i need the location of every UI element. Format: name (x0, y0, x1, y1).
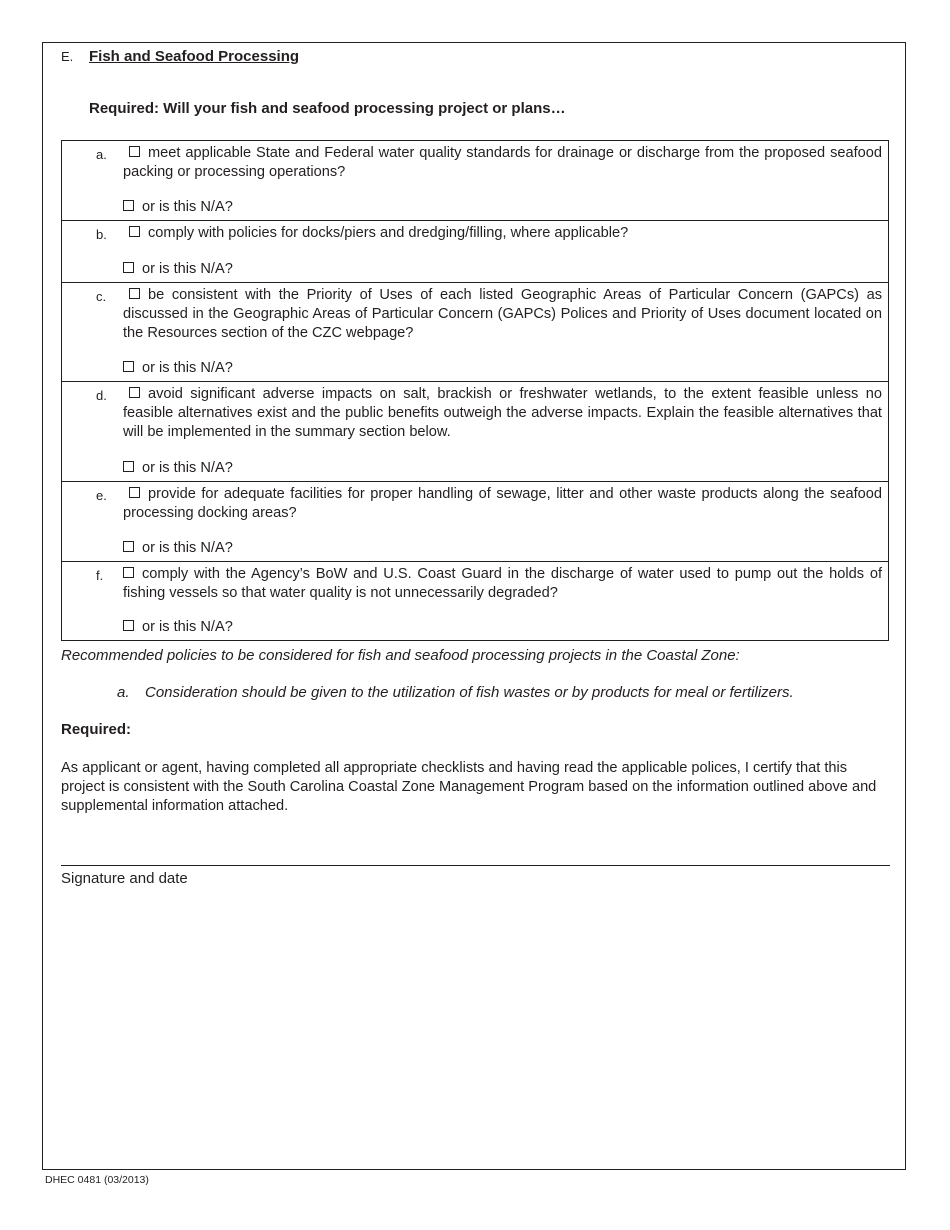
signature-label: Signature and date (61, 870, 188, 887)
checklist-row-a (62, 141, 888, 220)
na-label: or is this N/A? (142, 619, 233, 635)
item-text: be consistent with the Priority of Uses of each listed Geographic Areas of Particular Concern (GAPCs) as discussed in the Geographic Areas of Particular Concern (GAPCs) Polices and Priority of Uses document located on the Resources section of the CZC webpage? (123, 287, 882, 341)
checkbox-item-d[interactable] (129, 387, 140, 398)
checkbox-item-a[interactable] (129, 146, 140, 157)
na-label: or is this N/A? (142, 460, 233, 476)
checklist-row-c (62, 282, 888, 381)
checklist-row-d (62, 381, 888, 481)
item-text: meet applicable State and Federal water quality standards for drainage or discharge from the proposed seafood packing or processing operations? (123, 145, 882, 180)
na-label: or is this N/A? (142, 360, 233, 376)
recommended-item-letter: a. (117, 684, 130, 701)
recommended-intro: Recommended policies to be considered for fish and seafood processing projects in the Coastal Zone: (61, 647, 740, 664)
item-text: comply with policies for docks/piers and dredging/filling, where applicable? (148, 225, 629, 241)
checkbox-na-f[interactable] (123, 620, 134, 631)
checklist-row-f (62, 561, 888, 640)
checklist-row-b (62, 220, 888, 282)
item-text: comply with the Agency’s BoW and U.S. Coast Guard in the discharge of water used to pump out the holds of fishing vessels so that water quality is not unnecessarily degraded? (123, 566, 882, 601)
checklist-row-e (62, 481, 888, 561)
item-text: avoid significant adverse impacts on salt, brackish or freshwater wetlands, to the extent feasible unless no feasible alternatives exist and the public benefits outweigh the adverse impacts. Explain the feasible alternatives that will be implemented in the summary section below. (123, 386, 882, 440)
checkbox-na-d[interactable] (123, 461, 134, 472)
checkbox-na-e[interactable] (123, 541, 134, 552)
checkbox-item-e[interactable] (129, 487, 140, 498)
item-text: provide for adequate facilities for proper handling of sewage, litter and other waste products along the seafood processing docking areas? (123, 486, 882, 521)
checkbox-item-f[interactable] (123, 567, 134, 578)
na-label: or is this N/A? (142, 199, 233, 215)
section-title: Fish and Seafood Processing (89, 48, 300, 65)
row-letter: d. (96, 388, 107, 403)
na-label: or is this N/A? (142, 261, 233, 277)
checkbox-na-b[interactable] (123, 262, 134, 273)
row-letter: f. (96, 568, 104, 583)
signature-line[interactable] (61, 865, 890, 866)
recommended-item (117, 684, 794, 701)
checklist-table (61, 140, 889, 641)
checkbox-item-c[interactable] (129, 288, 140, 299)
section-header (61, 48, 299, 65)
row-letter: b. (96, 227, 107, 242)
checkbox-item-b[interactable] (129, 226, 140, 237)
na-label: or is this N/A? (142, 540, 233, 556)
row-letter: c. (96, 289, 107, 304)
recommended-item-text: Consideration should be given to the utilization of fish wastes or by products for meal or fertilizers. (145, 684, 794, 701)
certification-text: As applicant or agent, having completed all appropriate checklists and having read the applicable polices, I certify that this project is consistent with the South Carolina Coastal Zone Management Program based on the information outlined above and supplemental information attached. (61, 760, 877, 814)
checkbox-na-c[interactable] (123, 361, 134, 372)
section-letter: E. (61, 49, 74, 64)
row-letter: e. (96, 488, 107, 503)
certification-heading: Required: (61, 721, 132, 738)
required-question: Required: Will your fish and seafood processing project or plans… (89, 100, 566, 117)
checkbox-na-a[interactable] (123, 200, 134, 211)
row-letter: a. (96, 147, 107, 162)
form-footer-code: DHEC 0481 (03/2013) (45, 1174, 149, 1186)
